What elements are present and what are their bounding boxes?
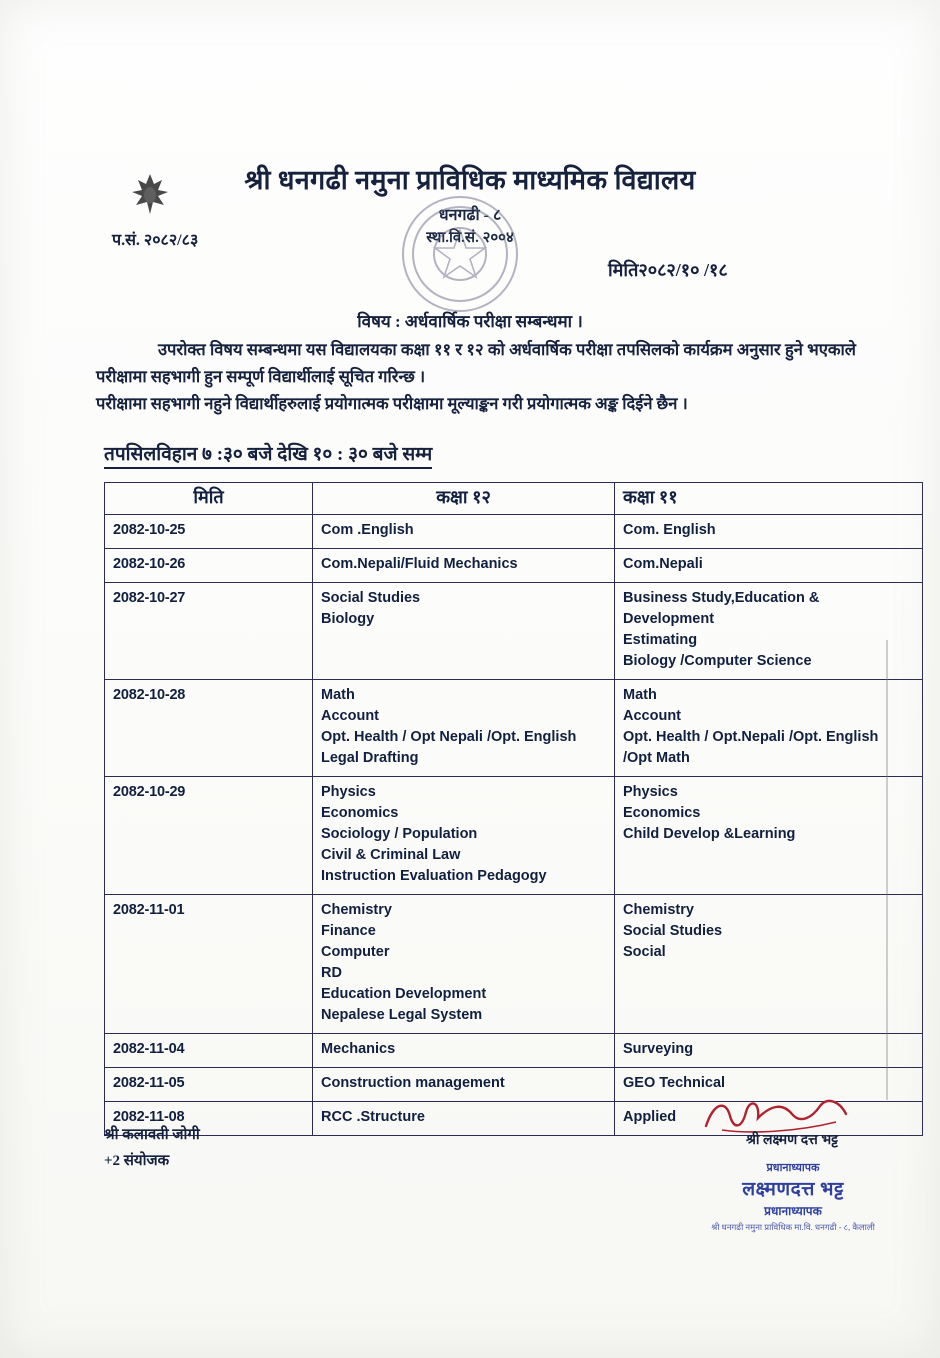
subject-entry: Surveying [623,1041,694,1057]
reference-number: प.सं. २०८२/८३ [112,232,199,249]
table-row [105,549,923,583]
principal-stamp-title: प्रधानाध्यापक [764,1204,822,1218]
subject-entry: Nepalese Legal System [321,1007,483,1023]
subject-entry: Instruction Evaluation Pedagogy [321,868,547,884]
subject-entry: Chemistry [321,902,392,918]
table-row [105,1034,923,1068]
letter-body [96,336,856,417]
table-row [105,777,923,895]
coordinator-signature-block [104,1122,200,1174]
subject-entry: Child Develop &Learning [623,826,796,842]
table-row [105,680,923,777]
subject-entry: RCC .Structure [321,1109,425,1125]
subject-entry: RD [321,965,342,981]
subject-entry: Math [321,687,355,703]
cell-class-12 [313,777,615,895]
cell-class-12 [313,1068,615,1102]
subject-entry: Opt. Health / Opt.Nepali /Opt. English [623,729,879,745]
cell-class-11 [615,680,923,777]
subject-entry: Account [623,708,681,724]
school-name: श्री धनगढी नमुना प्राविधिक माध्यमिक विद्यालय [244,165,696,195]
principal-signature-name: श्री लक्ष्मण दत्त भट्ट [745,1133,839,1148]
cell-exam-date: 2082-11-08 [105,1102,313,1136]
header-date: मिति [105,483,313,515]
cell-class-12 [313,1102,615,1136]
subject-entry: Biology [321,611,375,627]
cell-class-11 [615,583,923,680]
school-established: स्था.वि.सं. २००४ [426,230,514,246]
cell-exam-date: 2082-10-25 [105,515,313,549]
cell-exam-date: 2082-11-05 [105,1068,313,1102]
subject-entry: Physics [321,784,376,800]
subject-entry: Legal Drafting [321,750,419,766]
subject-entry: Social Studies [623,923,723,939]
subject-entry: Business Study,Education & Development [623,590,820,627]
table-header-row [105,483,923,515]
subject-entry: Finance [321,923,376,939]
subject-entry: GEO Technical [623,1075,726,1091]
body-paragraph-2: परीक्षामा सहभागी नहुने विद्यार्थीहरुलाई प्रयोगात्मक परीक्षामा मूल्याङ्कन गरी प्रयोगात्मक अङ्क दिईने छैन । [96,394,688,413]
header-class-11: कक्षा ११ [615,483,923,515]
cell-exam-date: 2082-10-26 [105,549,313,583]
cell-class-12 [313,1034,615,1068]
principal-stamp-top: प्रधानाध्यापक [766,1162,820,1174]
principal-stamp-address: श्री धनगढी नमुना प्राविधिक मा.वि. धनगढी - ८, कैलाली [711,1222,875,1232]
subject-entry: Education Development [321,986,487,1002]
coordinator-name: श्री कलावती जोगी [104,1127,200,1143]
schedule-heading: तपसिलविहान ७ :३० बजे देखि १० : ३० बजे सम्म [104,440,432,469]
cell-exam-date: 2082-11-04 [105,1034,313,1068]
school-address: धनगढी - ८ [438,207,502,224]
cell-exam-date: 2082-10-29 [105,777,313,895]
subject-entry: Estimating [623,632,698,648]
letter-date: मिति२०८२/१० /१८ [608,260,728,280]
cell-class-12 [313,515,615,549]
subject-entry: Social [623,944,666,960]
cell-class-11 [615,515,923,549]
subject-entry: Social Studies [321,590,421,606]
scan-artifact-line [886,640,888,1100]
subject-entry: Com. English [623,522,716,538]
cell-exam-date: 2082-10-28 [105,680,313,777]
subject-entry: Applied [623,1109,677,1125]
body-paragraph-1: उपरोक्त विषय सम्बन्धमा यस विद्यालयका कक्षा ११ र १२ को अर्धवार्षिक परीक्षा तपसिलको कार्यक्रम अनुसार हुने भएकाले परीक्षामा सहभागी हुन सम्पूर्ण विद्यार्थीलाई सूचित गरिन्छ । [96,340,856,386]
cell-exam-date: 2082-11-01 [105,895,313,1034]
cell-class-11 [615,777,923,895]
subject-entry: Math [623,687,657,703]
table-row [105,515,923,549]
cell-class-12 [313,583,615,680]
table-row [105,895,923,1034]
subject-entry: Sociology / Population [321,826,478,842]
principal-stamp [688,1160,898,1248]
subject-entry: Opt. Health / Opt Nepali /Opt. English [321,729,577,745]
subject-entry: Com.Nepali/Fluid Mechanics [321,556,518,572]
official-round-stamp [398,192,522,316]
table-row [105,583,923,680]
exam-schedule-table [104,482,923,1136]
cell-class-12 [313,549,615,583]
subject-entry: Economics [623,805,701,821]
cell-class-12 [313,895,615,1034]
header-class-12: कक्षा १२ [313,483,615,515]
subject-entry: Mechanics [321,1041,396,1057]
coordinator-title: +2 संयोजक [104,1153,170,1169]
subject-line: विषय : अर्धवार्षिक परीक्षा सम्बन्धमा । [357,312,583,331]
cell-class-11 [615,1034,923,1068]
subject-entry: Physics [623,784,678,800]
subject-entry: Economics [321,805,399,821]
subject-entry: Account [321,708,379,724]
cell-class-11 [615,895,923,1034]
cell-class-12 [313,680,615,777]
subject-entry: Biology /Computer Science [623,653,812,669]
cell-class-11 [615,549,923,583]
cell-exam-date: 2082-10-27 [105,583,313,680]
principal-stamp-name: लक्ष्मणदत्त भट्ट [742,1179,844,1200]
subject-entry: Com.Nepali [623,556,703,572]
subject-entry: Construction management [321,1075,505,1091]
subject-entry: Chemistry [623,902,694,918]
subject-entry: Computer [321,944,390,960]
subject-entry: Civil & Criminal Law [321,847,461,863]
subject-entry: /Opt Math [623,750,690,766]
subject-entry: Com .English [321,522,414,538]
